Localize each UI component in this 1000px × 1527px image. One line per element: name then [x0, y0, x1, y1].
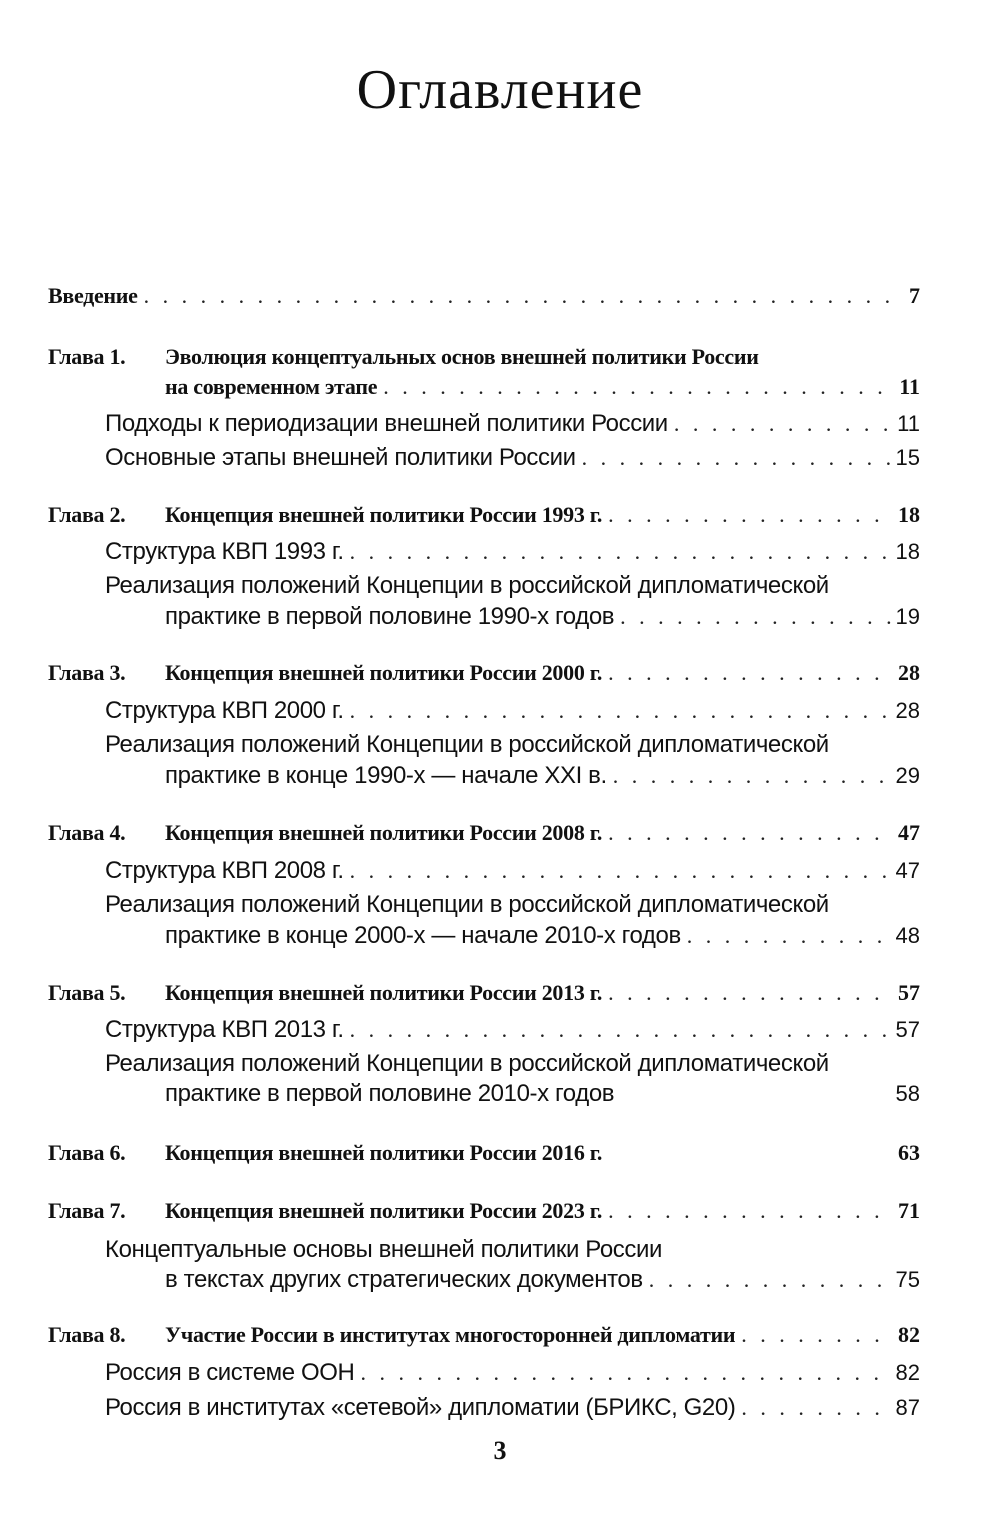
- toc-entry-section[interactable]: [105, 857, 920, 885]
- toc-entry-title: практике в первой половине 2010-х годов: [165, 1080, 615, 1107]
- toc-entry-section[interactable]: [105, 697, 920, 725]
- toc-entry-section[interactable]: [165, 1080, 920, 1108]
- chapter-label: Глава 1.: [48, 344, 126, 369]
- dot-leader: [350, 1017, 892, 1043]
- toc-entry-title: Подходы к периодизации внешней политики России: [105, 410, 668, 437]
- toc-entry-chapter-2[interactable]: [165, 502, 920, 528]
- toc-entry-title: Концепция внешней политики России 2008 г.: [165, 820, 603, 845]
- dot-leader: [674, 411, 893, 437]
- toc-entry-title: Реализация положений Концепции в российской дипломатической: [105, 731, 829, 758]
- toc-page-number: 11: [897, 411, 920, 436]
- toc-entry-title: Концепция внешней политики России 2016 г.: [165, 1140, 603, 1165]
- dot-leader: [608, 820, 894, 846]
- toc-entry-title: Концепция внешней политики России 2000 г.: [165, 660, 603, 685]
- toc-entry-chapter-5[interactable]: [165, 980, 920, 1006]
- dot-leader: [620, 604, 891, 630]
- toc-entry-title: Структура КВП 2013 г.: [105, 1016, 344, 1043]
- toc-page-number: 47: [895, 858, 920, 883]
- toc-entry-chapter-3[interactable]: [165, 660, 920, 686]
- toc-page-number: 63: [898, 1140, 920, 1165]
- dot-leader: [608, 980, 894, 1006]
- toc-entry-section[interactable]: [105, 1359, 920, 1387]
- toc-entry-title: практике в конце 2000-х — начале 2010-х годов: [165, 922, 681, 949]
- chapter-label: Глава 7.: [48, 1198, 126, 1223]
- chapter-label: Глава 2.: [48, 502, 126, 527]
- toc-entry-title: Участие России в институтах многосторонней дипломатии: [165, 1322, 736, 1347]
- toc-entry-section[interactable]: [165, 922, 920, 950]
- toc-entry-section[interactable]: [165, 762, 920, 790]
- toc-page-number: 28: [898, 660, 920, 685]
- dot-leader: [649, 1267, 892, 1293]
- toc-entry-section[interactable]: [105, 410, 920, 438]
- toc-entry-chapter-4[interactable]: [165, 820, 920, 846]
- toc-page-number: 87: [895, 1395, 920, 1420]
- toc-page-number: 19: [895, 604, 920, 629]
- toc-entry-title: Концептуальные основы внешней политики России: [105, 1236, 662, 1263]
- toc-page-number: 82: [895, 1360, 920, 1385]
- toc-entry-title: Структура КВП 2000 г.: [105, 697, 344, 724]
- chapter-label: Глава 8.: [48, 1322, 126, 1347]
- toc-page-number: 71: [898, 1198, 920, 1223]
- toc-entry-title: на современном этапе: [165, 374, 378, 399]
- toc-page-number: 15: [895, 445, 920, 470]
- toc-page-number: 11: [899, 374, 920, 399]
- toc-entry-section-line1[interactable]: [105, 1236, 920, 1264]
- toc-entry-chapter-8[interactable]: [165, 1322, 920, 1348]
- toc-page-number: 18: [898, 502, 920, 527]
- toc-entry-title: Россия в институтах «сетевой» дипломатии (БРИКС, G20): [105, 1394, 736, 1421]
- toc-entry-title: Концепция внешней политики России 1993 г.: [165, 502, 603, 527]
- dot-leader: [687, 923, 892, 949]
- toc-entry-title: Структура КВП 1993 г.: [105, 538, 344, 565]
- toc-entry-section-line1[interactable]: [105, 1050, 920, 1078]
- toc-entry-section[interactable]: [105, 538, 920, 566]
- toc-entry-title: Концепция внешней политики России 2023 г.: [165, 1198, 603, 1223]
- dot-leader: [350, 539, 892, 565]
- toc-page-number: 58: [895, 1081, 920, 1106]
- toc-entry-title: практике в первой половине 1990-х годов: [165, 603, 615, 630]
- toc-entry-chapter-6[interactable]: [165, 1140, 920, 1166]
- chapter-label: Глава 4.: [48, 820, 126, 845]
- toc-entry-title: Реализация положений Концепции в российской дипломатической: [105, 1050, 829, 1077]
- toc-page-number: 18: [895, 539, 920, 564]
- toc-entry-section[interactable]: [165, 603, 920, 631]
- dot-leader: [608, 660, 894, 686]
- toc-entry-title: в текстах других стратегических документов: [165, 1266, 643, 1293]
- dot-leader: [144, 283, 902, 309]
- toc-entry-chapter-1[interactable]: [165, 374, 920, 400]
- chapter-label: Глава 6.: [48, 1140, 126, 1165]
- toc-page-number: 48: [895, 923, 920, 948]
- toc-entry-title: практике в конце 1990-х — начале XXI в.: [165, 762, 607, 789]
- dot-leader: [582, 445, 892, 471]
- dot-leader: [350, 858, 892, 884]
- toc-entry-section-line1[interactable]: [105, 572, 920, 600]
- toc-page-number: 47: [898, 820, 920, 845]
- toc-entry-section-line1[interactable]: [105, 891, 920, 919]
- toc-entry-title: Основные этапы внешней политики России: [105, 444, 576, 471]
- toc-page-number: 57: [895, 1017, 920, 1042]
- toc-entry-chapter-7[interactable]: [165, 1198, 920, 1224]
- dot-leader: [613, 763, 892, 789]
- dot-leader: [741, 1395, 891, 1421]
- dot-leader: [608, 1198, 894, 1224]
- page-title: Оглавление: [356, 59, 644, 121]
- dot-leader: [741, 1322, 894, 1348]
- toc-entry-title: Реализация положений Концепции в российской дипломатической: [105, 891, 829, 918]
- dot-leader: [350, 698, 892, 724]
- page-number-footer: 3: [493, 1436, 507, 1465]
- toc-entry-title: Концепция внешней политики России 2013 г.: [165, 980, 603, 1005]
- toc-entry-section[interactable]: [105, 1394, 920, 1422]
- dot-leader: [608, 502, 894, 528]
- toc-entry-title: Россия в системе ООН: [105, 1359, 355, 1386]
- toc-entry-intro[interactable]: [48, 283, 920, 309]
- toc-entry-section[interactable]: [165, 1266, 920, 1294]
- dot-leader: [383, 374, 895, 400]
- toc-entry-title: Структура КВП 2008 г.: [105, 857, 344, 884]
- toc-page-number: 75: [895, 1267, 920, 1292]
- toc-entry-section[interactable]: [105, 444, 920, 472]
- toc-page-number: 82: [898, 1322, 920, 1347]
- chapter-label: Глава 5.: [48, 980, 126, 1005]
- toc-entry-section-line1[interactable]: [105, 731, 920, 759]
- dot-leader: [360, 1360, 891, 1386]
- chapter-label: Глава 3.: [48, 660, 126, 685]
- toc-page-number: 28: [895, 698, 920, 723]
- toc-page-number: 57: [898, 980, 920, 1005]
- toc-entry-section[interactable]: [105, 1016, 920, 1044]
- toc-entry-title: Введение: [48, 283, 138, 308]
- toc-page-number: 7: [909, 283, 920, 308]
- toc-page-number: 29: [895, 763, 920, 788]
- toc-entry-title: Эволюция концептуальных основ внешней политики России: [165, 344, 759, 369]
- toc-entry-chapter-1-line1[interactable]: [165, 344, 920, 370]
- toc-entry-title: Реализация положений Концепции в российской дипломатической: [105, 572, 829, 599]
